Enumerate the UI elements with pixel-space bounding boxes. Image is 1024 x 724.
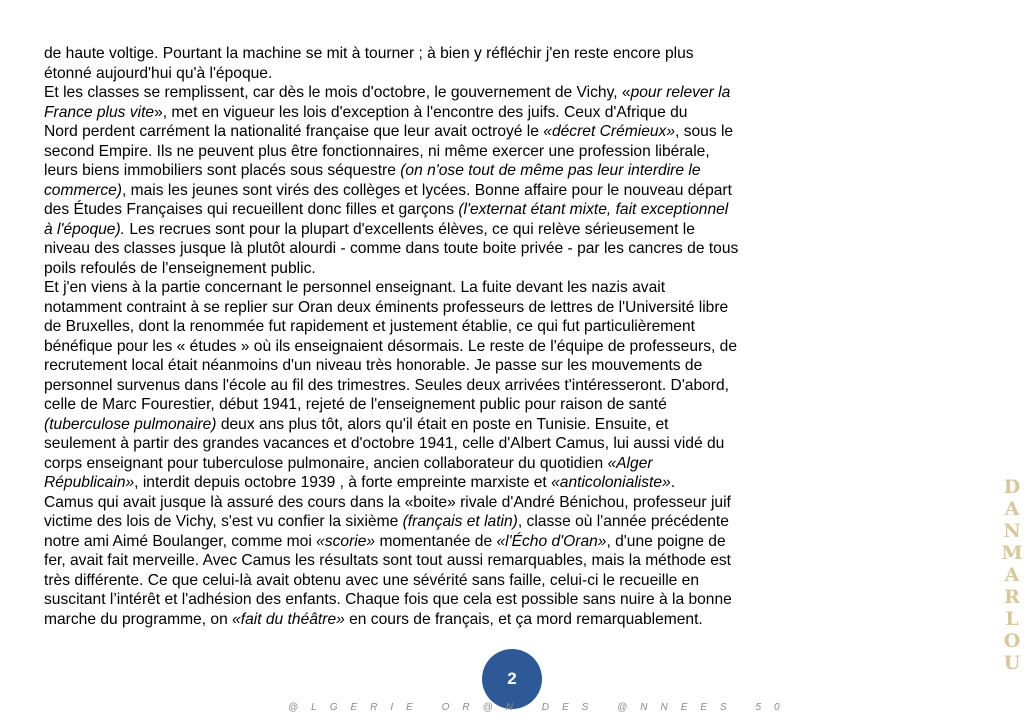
text-line [44, 142, 814, 162]
italic-segment: (l'externat étant mixte, fait exceptionnel [458, 201, 729, 218]
text-segment: des Études Françaises qui recueillent donc filles et garçons [44, 201, 459, 218]
text-line [44, 356, 814, 376]
text-segment: momentanée de [375, 532, 497, 550]
footer-caption: @LGERIE OR@N DES @NNEES 50 [288, 702, 793, 713]
text-segment: fer, avait fait merveille. Avec Camus les résultats sont tout aussi remarquables, mais la méthode est [44, 552, 732, 569]
italic-segment: (français et latin) [402, 513, 518, 530]
italic-segment: «Alger [607, 454, 653, 472]
italic-segment: (tuberculose pulmonaire) [44, 415, 217, 433]
text-line [44, 122, 814, 142]
text-segment: victime des lois de Vichy, s'est vu confier la sixième [44, 513, 403, 530]
text-segment: bénéfique pour les « études » où ils enseignaient désormais. Le reste de l'équipe de professeurs, de [44, 337, 738, 355]
text-segment: , mais les jeunes sont virés des collèges et lycées. Bonne affaire pour le nouveau départ [121, 181, 732, 199]
text-segment: second Empire. Ils ne peuvent plus être fonctionnaires, ni même exercer une profession libérale, [44, 142, 710, 160]
italic-segment: «l'Écho d'Oran» [496, 532, 607, 550]
italic-segment: «scorie» [316, 532, 376, 550]
text-segment: notre ami Aimé Boulanger, comme moi [44, 532, 317, 550]
italic-segment: «décret Crémieux» [543, 123, 676, 140]
text-line [44, 532, 814, 552]
page-number-badge [482, 649, 542, 709]
text-line [44, 571, 814, 591]
text-line [44, 278, 814, 298]
text-segment: très différente. Ce que celui-là avait obtenu avec une sévérité sans faille, celui-ci le recueille en [44, 571, 700, 589]
italic-segment: (on n'ose tout de même pas leur interdire le [400, 162, 701, 179]
text-segment: Camus qui avait jusque là assuré des cours dans la «boite» rivale d'André Bénichou, professeur juif [44, 493, 731, 511]
italic-segment: à l'époque). [44, 220, 126, 238]
text-line [44, 44, 814, 64]
text-line [44, 200, 814, 220]
text-segment: Et j'en viens à la partie concernant le personnel enseignant. La fuite devant les nazis avait [44, 279, 666, 296]
italic-segment: «anticolonialiste» [551, 474, 671, 491]
text-line [44, 220, 814, 240]
text-segment: marche du programme, on [44, 610, 233, 628]
text-segment: recrutement local était néanmoins d'un niveau très honorable. Je passe sur les mouvements de [44, 357, 703, 374]
text-segment: , d'une poigne de [606, 532, 726, 550]
italic-segment: pour relever la [630, 84, 731, 101]
text-line [44, 181, 814, 201]
text-line [44, 551, 814, 571]
italic-segment: «fait du théâtre» [232, 610, 345, 628]
side-watermark: DANMARLOU [1001, 476, 1023, 674]
text-line [44, 512, 814, 532]
text-line [44, 337, 814, 357]
text-line [44, 298, 814, 318]
text-line [44, 317, 814, 337]
text-segment: de haute voltige. Pourtant la machine se mit à tourner ; à bien y réfléchir j'en reste encore plus [44, 45, 694, 62]
page-number: 2 [507, 669, 517, 688]
italic-segment: Républicain» [44, 474, 135, 491]
text-segment: personnel survenus dans l'école au fil des trimestres. Seules deux arrivées t'intéresseront. D'abord, [44, 376, 730, 394]
text-segment: poils refoulés de l'enseignement public. [44, 259, 316, 277]
text-line [44, 415, 814, 435]
text-segment: , interdit depuis octobre 1939 , à forte empreinte marxiste et [134, 474, 552, 491]
text-segment: », met en vigueur les lois d'exception à l'encontre des juifs. Ceux d'Afrique du [154, 103, 688, 121]
text-segment: , classe où l'année précédente [517, 513, 729, 530]
text-line [44, 239, 814, 259]
italic-segment: commerce) [44, 181, 122, 199]
text-segment: en cours de français, et ça mord remarquablement. [344, 610, 703, 628]
document-body [44, 44, 814, 629]
text-segment: leurs biens immobiliers sont placés sous séquestre [44, 162, 401, 179]
text-line [44, 454, 814, 474]
text-line [44, 610, 814, 630]
text-segment: deux ans plus tôt, alors qu'il était en poste en Tunisie. Ensuite, et [216, 415, 669, 433]
text-line [44, 103, 814, 123]
text-line [44, 259, 814, 279]
text-segment: niveau des classes jusque là plutôt alourdi - comme dans toute boite privée - par les cancres de tous [44, 240, 739, 257]
text-segment: seulement à partir des grandes vacances et d'octobre 1941, celle d'Albert Camus, lui aussi vidé du [44, 435, 725, 452]
text-line [44, 64, 814, 84]
text-segment: de Bruxelles, dont la renommée fut rapidement et justement établie, ce qui fut particulièrement [44, 318, 695, 335]
text-segment: suscitant l’intérêt et l'adhésion des enfants. Chaque fois que cela est possible sans nuire à la bonne [44, 591, 732, 608]
text-segment: corps enseignant pour tuberculose pulmonaire, ancien collaborateur du quotidien [44, 454, 608, 472]
text-line [44, 590, 814, 610]
text-segment: Nord perdent carrément la nationalité française que leur avait octroyé le [44, 123, 544, 140]
text-segment: notamment contraint à se replier sur Oran deux éminents professeurs de lettres de l'Université libre [44, 298, 729, 316]
text-line [44, 473, 814, 493]
text-line [44, 161, 814, 181]
text-segment: Les recrues sont pour la plupart d'excellents élèves, ce qui relève sérieusement le [125, 220, 695, 238]
text-segment: Et les classes se remplissent, car dès le mois d'octobre, le gouvernement de Vichy, « [44, 84, 631, 101]
text-line [44, 434, 814, 454]
text-line [44, 493, 814, 513]
text-line [44, 395, 814, 415]
text-line [44, 83, 814, 103]
text-segment: étonné aujourd'hui qu'à l'époque. [44, 64, 273, 82]
text-line [44, 376, 814, 396]
text-segment: celle de Marc Fourestier, début 1941, rejeté de l'enseignement public pour raison de santé [44, 396, 667, 413]
text-segment: , sous le [675, 123, 734, 140]
italic-segment: France plus vite [44, 103, 155, 121]
text-segment: . [670, 474, 676, 491]
